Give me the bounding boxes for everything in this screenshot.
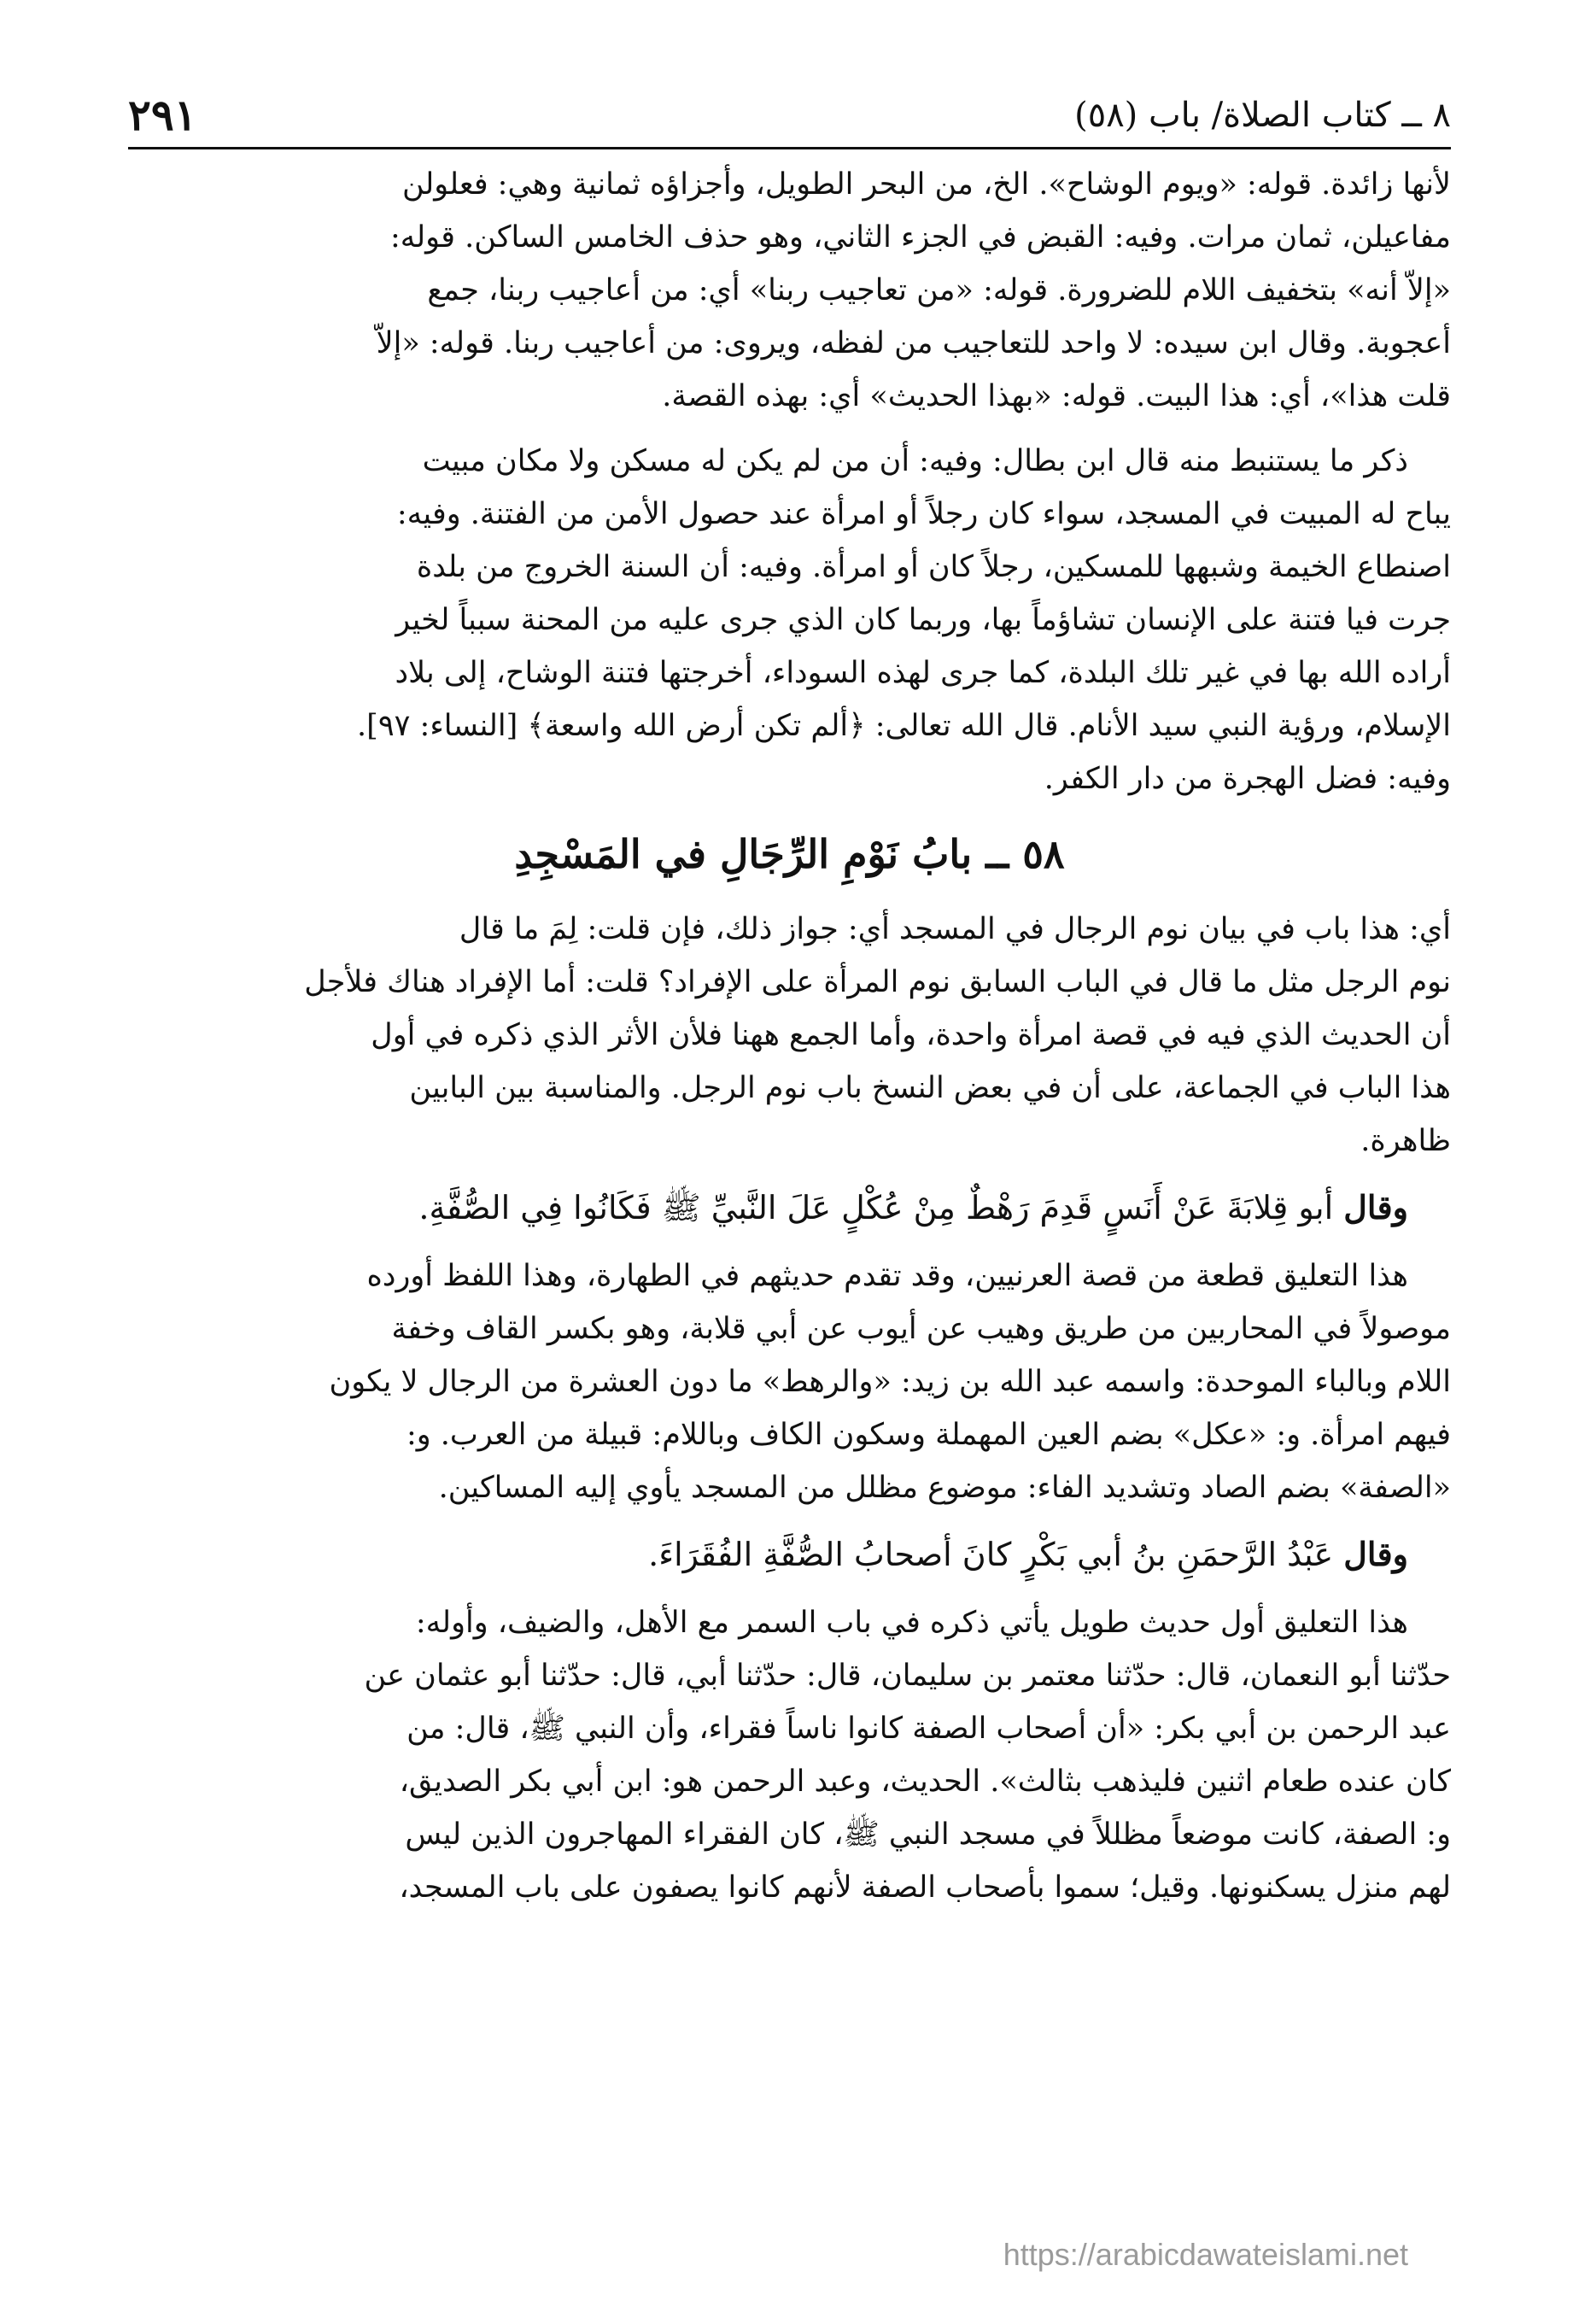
- text-line: حدّثنا أبو النعمان، قال: حدّثنا معتمر بن سليمان، قال: حدّثنا أبي، قال: حدّثنا أبو عثمان عن: [364, 1659, 1451, 1693]
- hadith-text-1: [128, 1180, 1451, 1236]
- text-line: هذا التعليق قطعة من قصة العرنيين، وقد تقدم حديثهم في الطهارة، وهذا اللفظ أورده: [366, 1259, 1408, 1293]
- hadith-body: عَبْدُ الرَّحمَنِ بنُ أبي بَكْرٍ كانَ أصحابُ الصُّفَّةِ الفُقَرَاءَ.: [648, 1536, 1334, 1573]
- paragraph-1: [128, 158, 1451, 423]
- text-line: قلت هذا»، أي: هذا البيت. قوله: «بهذا الحديث» أي: بهذه القصة.: [662, 379, 1451, 413]
- text-line: و: الصفة، كانت موضعاً مظللاً في مسجد النبي ﷺ، كان الفقراء المهاجرون الذين ليس: [405, 1818, 1451, 1852]
- text-line: لأنها زائدة. قوله: «ويوم الوشاح». الخ، من البحر الطويل، وأجزاؤه ثمانية وهي: فعلولن: [401, 167, 1451, 202]
- text-line: «إلاّ أنه» بتخفيف اللام للضرورة. قوله: «من تعاجيب ربنا» أي: من أعاجيب ربنا، جمع: [427, 273, 1451, 307]
- paragraph-2: [128, 435, 1451, 805]
- chapter-title: ٥٨ ــ بابُ نَوْمِ الرِّجَالِ في المَسْجِدِ: [514, 831, 1065, 877]
- hadith-lead: وقال: [1343, 1188, 1408, 1226]
- text-line: مفاعيلن، ثمان مرات. وفيه: القبض في الجزء الثاني، وهو حذف الخامس الساكن. قوله:: [389, 220, 1451, 255]
- text-line: أراده الله بها في غير تلك البلدة، كما جرى لهذه السوداء، أخرجتها فتنة الوشاح، إلى بلاد: [395, 656, 1451, 690]
- text-line: «الصفة» بضم الصاد وتشديد الفاء: موضوع مظلل من المسجد يأوي إليه المساكين.: [438, 1471, 1451, 1505]
- paragraph-3: [128, 903, 1451, 1168]
- text-line: فيهم امرأة. و: «عكل» بضم العين المهملة وسكون الكاف وباللام: قبيلة من العرب. و:: [406, 1418, 1451, 1452]
- text-line: الإسلام، ورؤية النبي سيد الأنام. قال الله تعالى: ﴿ألم تكن أرض الله واسعة﴾ [النساء: ٩٧].: [357, 709, 1451, 743]
- text-line: عبد الرحمن بن أبي بكر: «أن أصحاب الصفة كانوا ناساً فقراء، وأن النبي ﷺ، قال: من: [406, 1712, 1451, 1746]
- text-line: اصنطاع الخيمة وشبهها للمسكين، رجلاً كان أو امرأة. وفيه: أن السنة الخروج من بلدة: [416, 550, 1451, 584]
- text-line: جرت فيا فتنة على الإنسان تشاؤماً بها، وربما كان الذي جرى عليه من المحنة سبباً لخير: [395, 603, 1451, 637]
- text-line: لهم منزل يسكنونها. وقيل؛ سموا بأصحاب الصفة لأنهم كانوا يصفون على باب المسجد،: [399, 1870, 1451, 1905]
- page-header: [128, 81, 1451, 141]
- text-line: أن الحديث الذي فيه في قصة امرأة واحدة، وأما الجمع ههنا فلأن الأثر الذي ذكره في أول: [371, 1018, 1451, 1052]
- text-line: أعجوبة. وقال ابن سيده: لا واحد للتعاجيب من لفظه، ويروى: من أعاجيب ربنا. قوله: «إلاّ: [376, 326, 1451, 360]
- text-line: ظاهرة.: [1360, 1124, 1451, 1158]
- text-line: أي: هذا باب في بيان نوم الرجال في المسجد أي: جواز ذلك، فإن قلت: لِمَ ما قال: [459, 912, 1451, 946]
- hadith-text-2: [128, 1526, 1451, 1583]
- paragraph-4: [128, 1250, 1451, 1514]
- hadith-lead: وقال: [1343, 1535, 1408, 1573]
- text-line: هذا التعليق أول حديث طويل يأتي ذكره في باب السمر مع الأهل، والضيف، وأوله:: [415, 1606, 1408, 1640]
- text-line: يباح له المبيت في المسجد، سواء كان رجلاً أو امرأة عند حصول الأمن من الفتنة. وفيه:: [396, 497, 1451, 531]
- text-line: هذا الباب في الجماعة، على أن في بعض النسخ باب نوم الرجل. والمناسبة بين البابين: [409, 1071, 1451, 1105]
- text-line: كان عنده طعام اثنين فليذهب بثالث». الحديث، وعبد الرحمن هو: ابن أبي بكر الصديق،: [399, 1765, 1451, 1799]
- page-content: [128, 158, 1451, 1926]
- running-head: ٨ ــ كتاب الصلاة/ باب (٥٨): [1074, 96, 1451, 135]
- text-line: موصولاً في المحاربين من طريق وهيب عن أيوب عن أبي قلابة، وهو بكسر القاف وخفة: [391, 1312, 1451, 1346]
- hadith-body: أبو قِلابَةَ عَنْ أَنَسٍ قَدِمَ رَهْطٌ مِنْ عُكْلٍ عَلَ النَّبيِّ ﷺ فَكَانُوا فِي الصُّفَّةِ.: [418, 1189, 1334, 1226]
- text-line: ذكر ما يستنبط منه قال ابن بطال: وفيه: أن من لم يكن له مسكن ولا مكان مبيت: [422, 444, 1408, 478]
- paragraph-5: [128, 1596, 1451, 1914]
- text-line: نوم الرجل مثل ما قال في الباب السابق نوم المرأة على الإفراد؟ قلت: أما الإفراد هناك فلأجل: [304, 965, 1451, 999]
- page-number: ٢٩١: [128, 90, 197, 140]
- text-line: اللام وبالباء الموحدة: واسمه عبد الله بن زيد: «والرهط» ما دون العشرة من الرجال لا يكون: [329, 1365, 1451, 1399]
- header-rule: [128, 147, 1451, 149]
- text-line: وفيه: فضل الهجرة من دار الكفر.: [1044, 762, 1451, 796]
- watermark-url: https://arabicdawateislami.net: [1003, 2237, 1408, 2272]
